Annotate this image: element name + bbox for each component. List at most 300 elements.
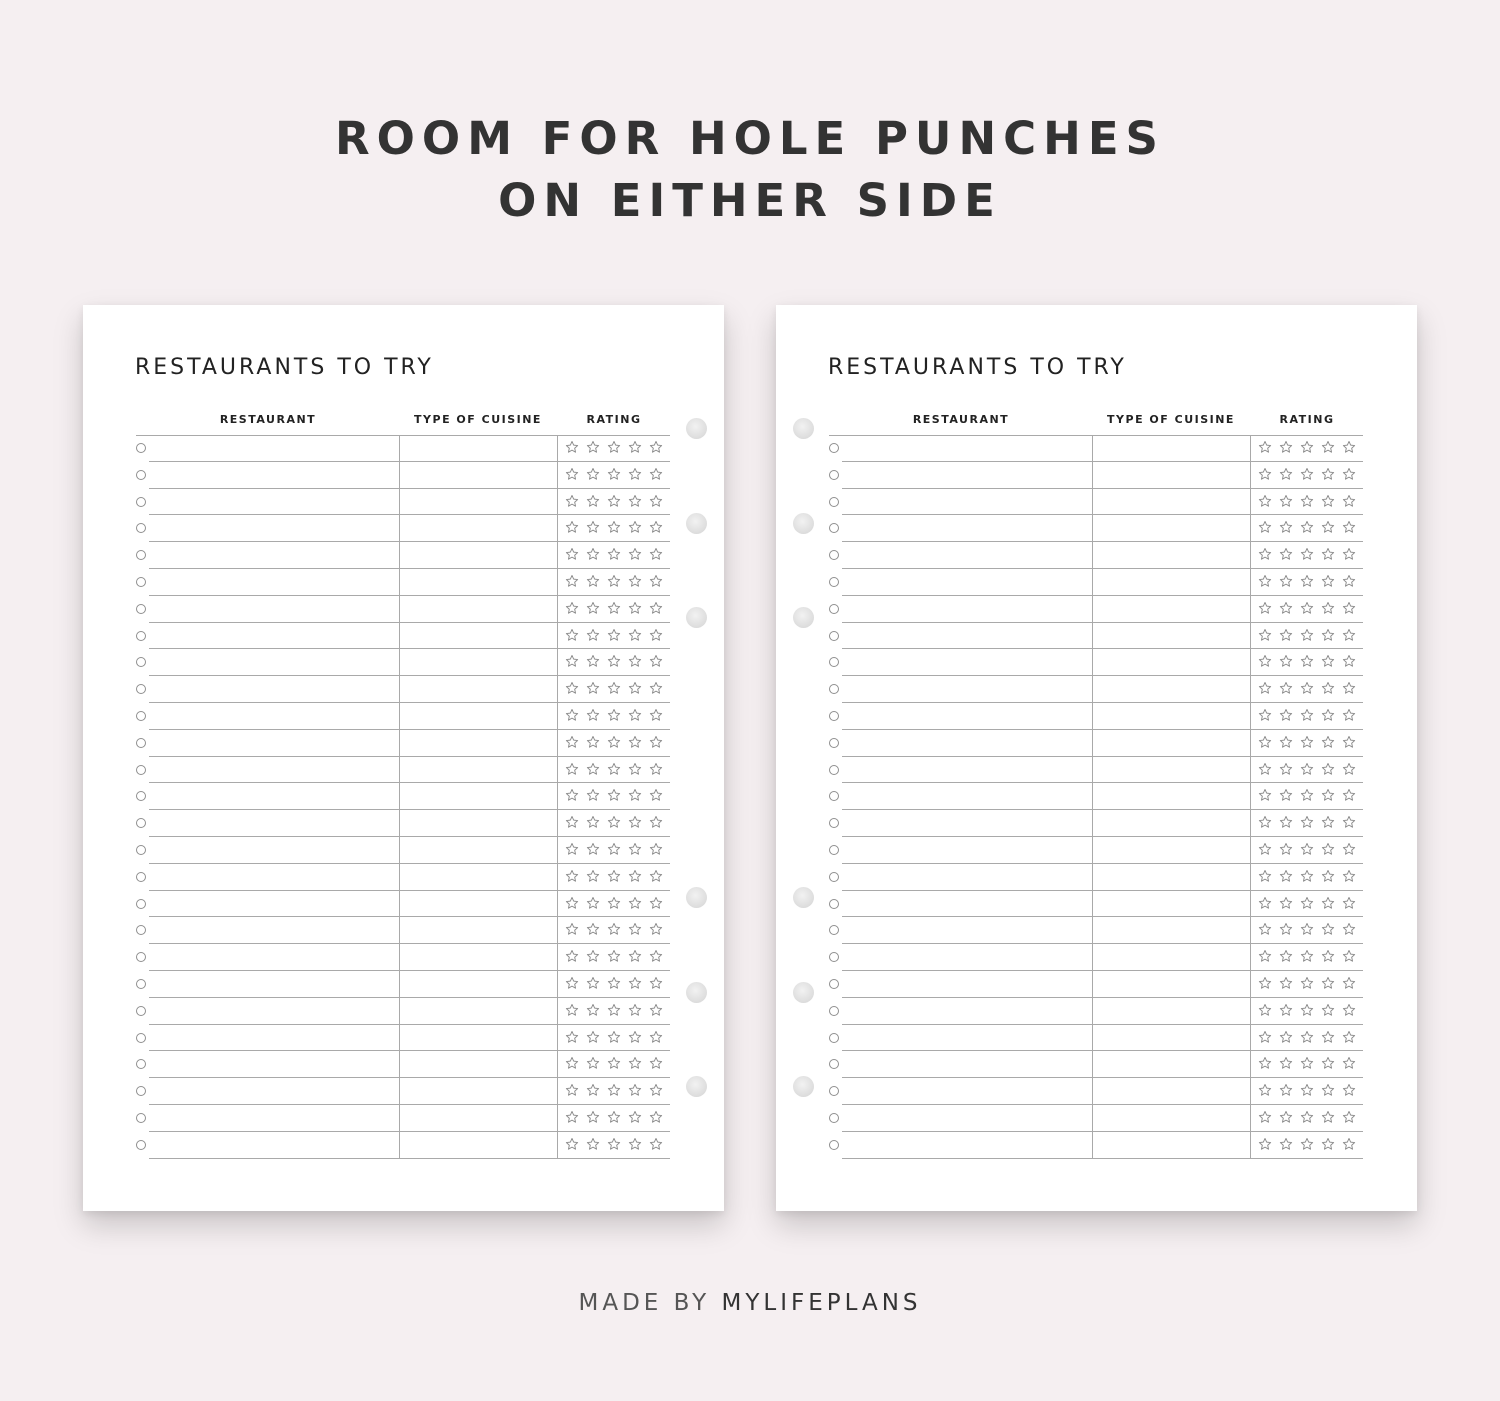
circle-bullet-icon [829, 1113, 839, 1123]
table-row [829, 435, 1363, 462]
column-divider [1092, 971, 1093, 998]
column-divider [1250, 1078, 1251, 1105]
star-outline-icon [1342, 543, 1356, 565]
table-row [829, 998, 1363, 1025]
star-outline-icon [628, 918, 642, 940]
column-divider [399, 971, 400, 998]
column-divider [1092, 623, 1093, 650]
column-divider [557, 1078, 558, 1105]
star-outline-icon [1300, 892, 1314, 914]
star-outline-icon [1279, 972, 1293, 994]
star-outline-icon [1300, 516, 1314, 538]
row-rule [842, 1158, 1363, 1159]
table-row [829, 1132, 1363, 1159]
star-outline-icon [1342, 865, 1356, 887]
circle-bullet-icon [136, 1140, 146, 1150]
circle-bullet-icon [136, 925, 146, 935]
star-outline-icon [1321, 1026, 1335, 1048]
star-outline-icon [586, 516, 600, 538]
star-outline-icon [1258, 811, 1272, 833]
star-outline-icon [1300, 650, 1314, 672]
star-outline-icon [565, 597, 579, 619]
star-outline-icon [1258, 758, 1272, 780]
star-outline-icon [565, 811, 579, 833]
star-outline-icon [628, 1106, 642, 1128]
star-outline-icon [607, 624, 621, 646]
star-outline-icon [1321, 543, 1335, 565]
table-row [829, 703, 1363, 730]
star-outline-icon [1279, 838, 1293, 860]
table-row [829, 1078, 1363, 1105]
table-row [136, 542, 670, 569]
star-outline-icon [628, 811, 642, 833]
star-outline-icon [649, 1052, 663, 1074]
column-divider [1250, 730, 1251, 757]
star-outline-icon [1258, 1079, 1272, 1101]
entry-rows [829, 435, 1363, 1159]
star-outline-icon [1258, 892, 1272, 914]
star-outline-icon [1321, 436, 1335, 458]
star-outline-icon [1321, 811, 1335, 833]
star-outline-icon [1321, 838, 1335, 860]
entry-rows [136, 435, 670, 1159]
star-outline-icon [649, 758, 663, 780]
star-outline-icon [1279, 1026, 1293, 1048]
star-outline-icon [1342, 838, 1356, 860]
column-divider [1092, 649, 1093, 676]
star-outline-icon [1342, 892, 1356, 914]
column-divider [557, 623, 558, 650]
star-outline-icon [628, 597, 642, 619]
rating-stars [1258, 892, 1356, 914]
rating-stars [1258, 1106, 1356, 1128]
star-outline-icon [1279, 1052, 1293, 1074]
star-outline-icon [1279, 677, 1293, 699]
column-divider [1092, 462, 1093, 489]
column-divider [1092, 1051, 1093, 1078]
planner-sheet-left [83, 305, 724, 1211]
star-outline-icon [1258, 704, 1272, 726]
column-divider [399, 1105, 400, 1132]
column-divider [557, 971, 558, 998]
table-row [829, 569, 1363, 596]
rating-stars [565, 838, 663, 860]
star-outline-icon [565, 1133, 579, 1155]
star-outline-icon [1300, 865, 1314, 887]
rating-stars [565, 972, 663, 994]
column-divider [1250, 998, 1251, 1025]
star-outline-icon [649, 490, 663, 512]
circle-bullet-icon [136, 765, 146, 775]
star-outline-icon [1342, 516, 1356, 538]
star-outline-icon [565, 570, 579, 592]
star-outline-icon [628, 865, 642, 887]
star-outline-icon [1258, 731, 1272, 753]
star-outline-icon [1321, 624, 1335, 646]
hole-punch-icon [686, 607, 707, 628]
rating-stars [1258, 436, 1356, 458]
star-outline-icon [1342, 490, 1356, 512]
star-outline-icon [565, 463, 579, 485]
column-divider [399, 676, 400, 703]
circle-bullet-icon [136, 711, 146, 721]
star-outline-icon [1321, 1106, 1335, 1128]
star-outline-icon [1342, 704, 1356, 726]
star-outline-icon [607, 1079, 621, 1101]
column-divider [1250, 944, 1251, 971]
star-outline-icon [1321, 704, 1335, 726]
star-outline-icon [565, 838, 579, 860]
planner-sheet-right [776, 305, 1417, 1211]
column-header-rating: RATING [586, 413, 642, 426]
column-divider [557, 998, 558, 1025]
star-outline-icon [1258, 490, 1272, 512]
star-outline-icon [1321, 731, 1335, 753]
star-outline-icon [649, 1106, 663, 1128]
star-outline-icon [1258, 543, 1272, 565]
star-outline-icon [1258, 570, 1272, 592]
table-row [136, 676, 670, 703]
column-divider [1250, 917, 1251, 944]
star-outline-icon [1279, 650, 1293, 672]
star-outline-icon [1279, 1106, 1293, 1128]
rating-stars [1258, 972, 1356, 994]
star-outline-icon [1342, 1106, 1356, 1128]
star-outline-icon [1342, 1133, 1356, 1155]
rating-stars [565, 543, 663, 565]
column-divider [399, 1132, 400, 1159]
table-row [136, 1051, 670, 1078]
column-divider [399, 837, 400, 864]
circle-bullet-icon [829, 925, 839, 935]
star-outline-icon [586, 1079, 600, 1101]
table-row [136, 917, 670, 944]
table-row [136, 1105, 670, 1132]
column-divider [557, 435, 558, 462]
star-outline-icon [586, 838, 600, 860]
column-divider [1092, 1025, 1093, 1052]
rating-stars [1258, 490, 1356, 512]
circle-bullet-icon [829, 872, 839, 882]
star-outline-icon [586, 1106, 600, 1128]
star-outline-icon [565, 758, 579, 780]
column-divider [557, 783, 558, 810]
circle-bullet-icon [136, 1059, 146, 1069]
star-outline-icon [1258, 436, 1272, 458]
star-outline-icon [1300, 1026, 1314, 1048]
star-outline-icon [1279, 945, 1293, 967]
star-outline-icon [607, 999, 621, 1021]
star-outline-icon [586, 1026, 600, 1048]
column-divider [399, 435, 400, 462]
star-outline-icon [586, 436, 600, 458]
circle-bullet-icon [829, 1086, 839, 1096]
hole-punch-icon [686, 887, 707, 908]
column-divider [557, 1025, 558, 1052]
table-row [136, 864, 670, 891]
column-divider [1092, 489, 1093, 516]
circle-bullet-icon [829, 979, 839, 989]
star-outline-icon [586, 945, 600, 967]
column-divider [1092, 810, 1093, 837]
column-divider [1250, 435, 1251, 462]
rating-stars [1258, 677, 1356, 699]
star-outline-icon [649, 624, 663, 646]
star-outline-icon [586, 865, 600, 887]
column-divider [1092, 998, 1093, 1025]
column-divider [557, 757, 558, 784]
column-divider [557, 864, 558, 891]
star-outline-icon [628, 972, 642, 994]
column-divider [1250, 462, 1251, 489]
column-divider [557, 891, 558, 918]
rating-stars [565, 811, 663, 833]
table-row [136, 891, 670, 918]
star-outline-icon [1279, 758, 1293, 780]
hole-punch-icon [793, 887, 814, 908]
star-outline-icon [565, 999, 579, 1021]
column-divider [1250, 676, 1251, 703]
star-outline-icon [607, 945, 621, 967]
star-outline-icon [1321, 650, 1335, 672]
hole-punch-icon [793, 513, 814, 534]
star-outline-icon [607, 490, 621, 512]
star-outline-icon [1342, 1026, 1356, 1048]
column-divider [1092, 944, 1093, 971]
star-outline-icon [1300, 490, 1314, 512]
column-divider [399, 489, 400, 516]
star-outline-icon [565, 677, 579, 699]
table-row [829, 757, 1363, 784]
column-divider [399, 649, 400, 676]
headline-line-2: ON EITHER SIDE [498, 174, 1002, 227]
star-outline-icon [1342, 677, 1356, 699]
rating-stars [565, 570, 663, 592]
star-outline-icon [1300, 704, 1314, 726]
star-outline-icon [1342, 758, 1356, 780]
star-outline-icon [1321, 1079, 1335, 1101]
column-divider [399, 730, 400, 757]
star-outline-icon [628, 784, 642, 806]
star-outline-icon [628, 1079, 642, 1101]
star-outline-icon [1279, 490, 1293, 512]
circle-bullet-icon [136, 979, 146, 989]
star-outline-icon [628, 490, 642, 512]
column-divider [1092, 1078, 1093, 1105]
star-outline-icon [586, 918, 600, 940]
star-outline-icon [586, 1133, 600, 1155]
column-divider [399, 944, 400, 971]
star-outline-icon [565, 436, 579, 458]
circle-bullet-icon [829, 1059, 839, 1069]
column-divider [399, 1051, 400, 1078]
star-outline-icon [586, 704, 600, 726]
star-outline-icon [1321, 918, 1335, 940]
star-outline-icon [628, 436, 642, 458]
table-row [829, 783, 1363, 810]
star-outline-icon [628, 704, 642, 726]
star-outline-icon [649, 516, 663, 538]
star-outline-icon [1342, 1052, 1356, 1074]
rating-stars [1258, 650, 1356, 672]
star-outline-icon [1258, 945, 1272, 967]
circle-bullet-icon [136, 497, 146, 507]
star-outline-icon [1258, 1026, 1272, 1048]
column-divider [399, 998, 400, 1025]
star-outline-icon [586, 1052, 600, 1074]
hole-punch-icon [686, 513, 707, 534]
star-outline-icon [586, 758, 600, 780]
star-outline-icon [586, 972, 600, 994]
column-divider [1250, 489, 1251, 516]
circle-bullet-icon [829, 604, 839, 614]
table-row [829, 676, 1363, 703]
star-outline-icon [1342, 972, 1356, 994]
star-outline-icon [1321, 516, 1335, 538]
star-outline-icon [586, 570, 600, 592]
circle-bullet-icon [829, 818, 839, 828]
rating-stars [565, 490, 663, 512]
headline [0, 108, 1500, 232]
circle-bullet-icon [829, 1140, 839, 1150]
rating-stars [1258, 704, 1356, 726]
star-outline-icon [649, 677, 663, 699]
star-outline-icon [1342, 436, 1356, 458]
star-outline-icon [1300, 677, 1314, 699]
rating-stars [565, 999, 663, 1021]
table-row [136, 998, 670, 1025]
circle-bullet-icon [136, 1006, 146, 1016]
column-divider [399, 917, 400, 944]
rating-stars [565, 650, 663, 672]
star-outline-icon [1258, 1106, 1272, 1128]
star-outline-icon [565, 1079, 579, 1101]
star-outline-icon [607, 704, 621, 726]
table-row [136, 515, 670, 542]
rating-stars [565, 731, 663, 753]
circle-bullet-icon [136, 443, 146, 453]
star-outline-icon [565, 516, 579, 538]
star-outline-icon [628, 516, 642, 538]
column-divider [399, 1025, 400, 1052]
star-outline-icon [1279, 731, 1293, 753]
rating-stars [1258, 811, 1356, 833]
sheet-title: RESTAURANTS TO TRY [828, 355, 1127, 380]
table-row [829, 891, 1363, 918]
star-outline-icon [1321, 784, 1335, 806]
star-outline-icon [1258, 597, 1272, 619]
star-outline-icon [607, 784, 621, 806]
star-outline-icon [565, 650, 579, 672]
star-outline-icon [607, 865, 621, 887]
star-outline-icon [1279, 918, 1293, 940]
table-row [829, 944, 1363, 971]
star-outline-icon [1258, 1052, 1272, 1074]
column-divider [1092, 1132, 1093, 1159]
rating-stars [1258, 543, 1356, 565]
row-rule [149, 1158, 670, 1159]
star-outline-icon [1300, 597, 1314, 619]
star-outline-icon [628, 1133, 642, 1155]
table-row [829, 623, 1363, 650]
rating-stars [1258, 1079, 1356, 1101]
headline-line-1: ROOM FOR HOLE PUNCHES [335, 112, 1165, 165]
star-outline-icon [628, 892, 642, 914]
star-outline-icon [1279, 892, 1293, 914]
star-outline-icon [1258, 999, 1272, 1021]
star-outline-icon [1342, 999, 1356, 1021]
star-outline-icon [628, 650, 642, 672]
table-row [136, 1078, 670, 1105]
column-divider [557, 462, 558, 489]
circle-bullet-icon [136, 899, 146, 909]
star-outline-icon [607, 918, 621, 940]
star-outline-icon [1279, 436, 1293, 458]
rating-stars [565, 945, 663, 967]
rating-stars [1258, 731, 1356, 753]
star-outline-icon [1300, 1106, 1314, 1128]
circle-bullet-icon [829, 1033, 839, 1043]
star-outline-icon [607, 838, 621, 860]
table-row [829, 1025, 1363, 1052]
column-divider [1250, 1105, 1251, 1132]
star-outline-icon [1300, 1052, 1314, 1074]
table-row [136, 971, 670, 998]
column-divider [399, 623, 400, 650]
star-outline-icon [1300, 784, 1314, 806]
star-outline-icon [1342, 1079, 1356, 1101]
rating-stars [1258, 463, 1356, 485]
column-divider [1250, 1132, 1251, 1159]
table-row [829, 917, 1363, 944]
circle-bullet-icon [829, 711, 839, 721]
star-outline-icon [607, 677, 621, 699]
column-divider [557, 837, 558, 864]
star-outline-icon [1300, 972, 1314, 994]
rating-stars [565, 892, 663, 914]
column-divider [1092, 703, 1093, 730]
star-outline-icon [628, 543, 642, 565]
column-divider [1092, 891, 1093, 918]
table-row [136, 1132, 670, 1159]
column-divider [1250, 864, 1251, 891]
column-divider [557, 676, 558, 703]
star-outline-icon [1279, 811, 1293, 833]
circle-bullet-icon [136, 550, 146, 560]
star-outline-icon [1321, 892, 1335, 914]
circle-bullet-icon [136, 470, 146, 480]
star-outline-icon [1300, 945, 1314, 967]
star-outline-icon [565, 704, 579, 726]
table-row [136, 649, 670, 676]
star-outline-icon [607, 543, 621, 565]
star-outline-icon [628, 838, 642, 860]
star-outline-icon [1300, 811, 1314, 833]
table-row [136, 944, 670, 971]
circle-bullet-icon [136, 657, 146, 667]
column-divider [399, 703, 400, 730]
star-outline-icon [628, 999, 642, 1021]
table-row [136, 435, 670, 462]
table-row [829, 810, 1363, 837]
column-divider [1092, 783, 1093, 810]
rating-stars [565, 463, 663, 485]
column-divider [1092, 730, 1093, 757]
star-outline-icon [1300, 624, 1314, 646]
column-divider [557, 649, 558, 676]
star-outline-icon [607, 892, 621, 914]
star-outline-icon [607, 570, 621, 592]
